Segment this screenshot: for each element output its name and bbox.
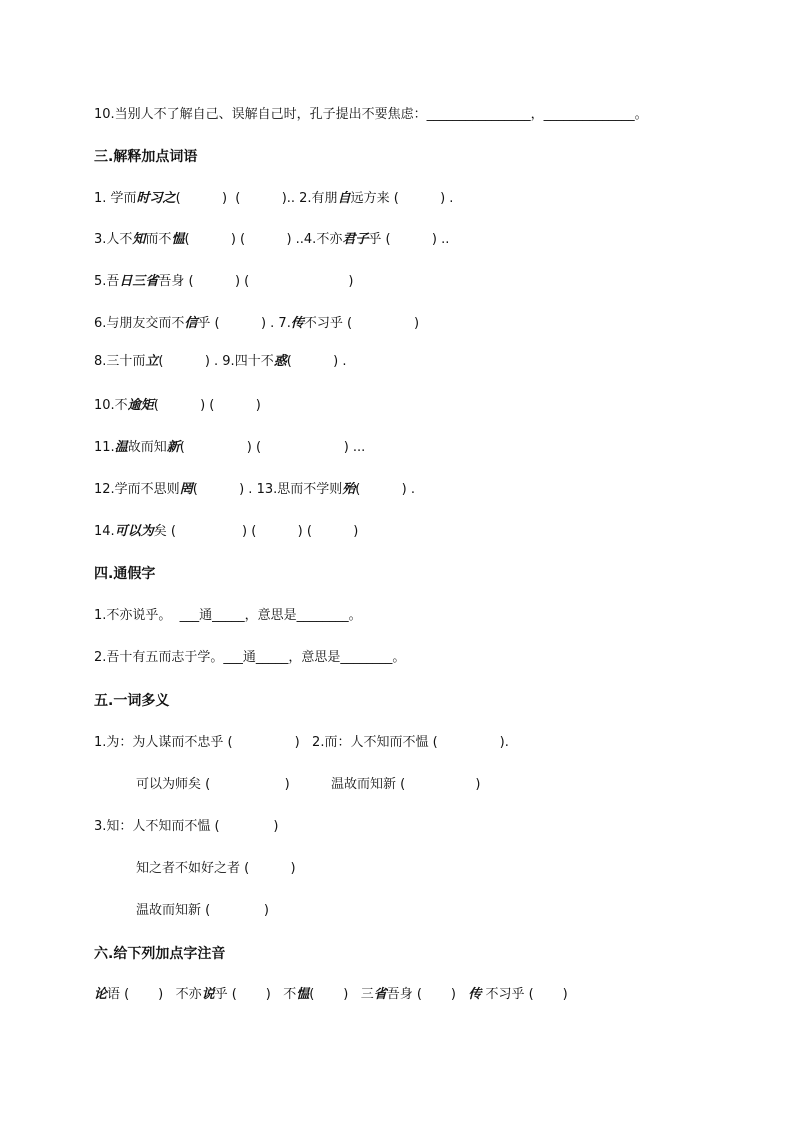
text: 不习乎 ( ) bbox=[481, 987, 568, 1002]
sec3-line-7 bbox=[94, 439, 365, 457]
dotted-word: 论 bbox=[94, 987, 108, 1002]
text: 乎 ( ) 不 bbox=[214, 987, 297, 1002]
text: 吾身 ( ) ( ) bbox=[158, 274, 354, 289]
sec3-line-3 bbox=[94, 273, 353, 291]
text: 6.与朋友交而不 bbox=[94, 316, 185, 331]
text: ( ) . 13.思而不学则 bbox=[192, 482, 343, 497]
text: ( ) ( ) ... bbox=[179, 440, 366, 455]
text: 10.不 bbox=[94, 398, 128, 413]
sec6-line-1 bbox=[94, 986, 568, 1004]
dotted-word: 新 bbox=[166, 440, 180, 455]
text: 远方来 ( ) . bbox=[350, 191, 454, 206]
dotted-word: 立 bbox=[145, 354, 159, 369]
text: 14. bbox=[94, 524, 115, 539]
sec3-line-9 bbox=[94, 523, 358, 541]
text: 乎 ( ) . 7. bbox=[197, 316, 291, 331]
text: 11. bbox=[94, 440, 115, 455]
sec5-line-2: 可以为师矣 ( ) 温故而知新 ( ) bbox=[136, 777, 481, 792]
sec5-line-3: 3.知：人不知而不愠 ( ) bbox=[94, 819, 279, 834]
sec5-line-5: 温故而知新 ( ) bbox=[136, 903, 269, 918]
text: 矣 ( ) ( ) ( ) bbox=[153, 524, 359, 539]
text: 而不 bbox=[145, 232, 172, 247]
dotted-word: 传 bbox=[468, 987, 482, 1002]
dotted-word: 传 bbox=[290, 316, 304, 331]
text: 故而知 bbox=[127, 440, 167, 455]
sec3-line-4 bbox=[94, 315, 419, 333]
dotted-word: 说 bbox=[201, 987, 215, 1002]
section-5-title: 五.一词多义 bbox=[94, 693, 170, 709]
text: ( ) ( ).. 2.有朋 bbox=[175, 191, 338, 206]
dotted-word: 殆 bbox=[342, 482, 356, 497]
text: 12.学而不思则 bbox=[94, 482, 180, 497]
text: ( ) 三 bbox=[309, 987, 374, 1002]
sec3-line-1 bbox=[94, 190, 453, 208]
section-6-title: 六.给下列加点字注音 bbox=[94, 946, 226, 962]
dotted-word: 温 bbox=[114, 440, 128, 455]
dotted-word: 惑 bbox=[273, 354, 287, 369]
sec4-line-2: 2.吾十有五而志于学。___通_____，意思是________。 bbox=[94, 650, 406, 665]
text: ( ) . 9.四十不 bbox=[158, 354, 274, 369]
text: 乎 ( ) .. bbox=[368, 232, 450, 247]
section-3-title: 三.解释加点词语 bbox=[94, 149, 198, 165]
dotted-word: 自 bbox=[337, 191, 351, 206]
text: ( ) . bbox=[355, 482, 415, 497]
dotted-word: 可以为 bbox=[114, 524, 154, 539]
text: 5.吾 bbox=[94, 274, 120, 289]
sec3-line-5 bbox=[94, 353, 346, 371]
dotted-word: 信 bbox=[184, 316, 198, 331]
dotted-word: 愠 bbox=[171, 232, 185, 247]
dotted-word: 时习之 bbox=[136, 191, 176, 206]
dotted-word: 知 bbox=[132, 232, 146, 247]
text: ( ) ( ) ..4.不亦 bbox=[184, 232, 343, 247]
text: 不习乎 ( ) bbox=[303, 316, 420, 331]
text: ( ) ( ) bbox=[153, 398, 261, 413]
sec4-line-1: 1.不亦说乎。 ___通_____，意思是________。 bbox=[94, 608, 362, 623]
sec3-line-8 bbox=[94, 481, 415, 499]
sec5-line-1: 1.为：为人谋而不忠乎 ( ) 2.而：人不知而不愠 ( ). bbox=[94, 735, 509, 750]
dotted-word: 愠 bbox=[296, 987, 310, 1002]
sec3-line-2 bbox=[94, 231, 449, 249]
text: 1. 学而 bbox=[94, 191, 137, 206]
text: 吾身 ( ) bbox=[386, 987, 469, 1002]
question-10: 10.当别人不了解自己、误解自己时，孔子提出不要焦虑：________________，______________。 bbox=[94, 107, 648, 122]
text: 3.人不 bbox=[94, 232, 133, 247]
text: ( ) . bbox=[286, 354, 347, 369]
sec3-line-6 bbox=[94, 397, 261, 415]
dotted-word: 罔 bbox=[179, 482, 193, 497]
dotted-word: 省 bbox=[373, 987, 387, 1002]
text: 语 ( ) 不亦 bbox=[107, 987, 202, 1002]
sec5-line-4: 知之者不如好之者 ( ) bbox=[136, 861, 296, 876]
dotted-word: 逾矩 bbox=[127, 398, 154, 413]
dotted-word: 君子 bbox=[342, 232, 369, 247]
dotted-word: 日三省 bbox=[119, 274, 159, 289]
text: 8.三十而 bbox=[94, 354, 146, 369]
section-4-title: 四.通假字 bbox=[94, 566, 156, 582]
